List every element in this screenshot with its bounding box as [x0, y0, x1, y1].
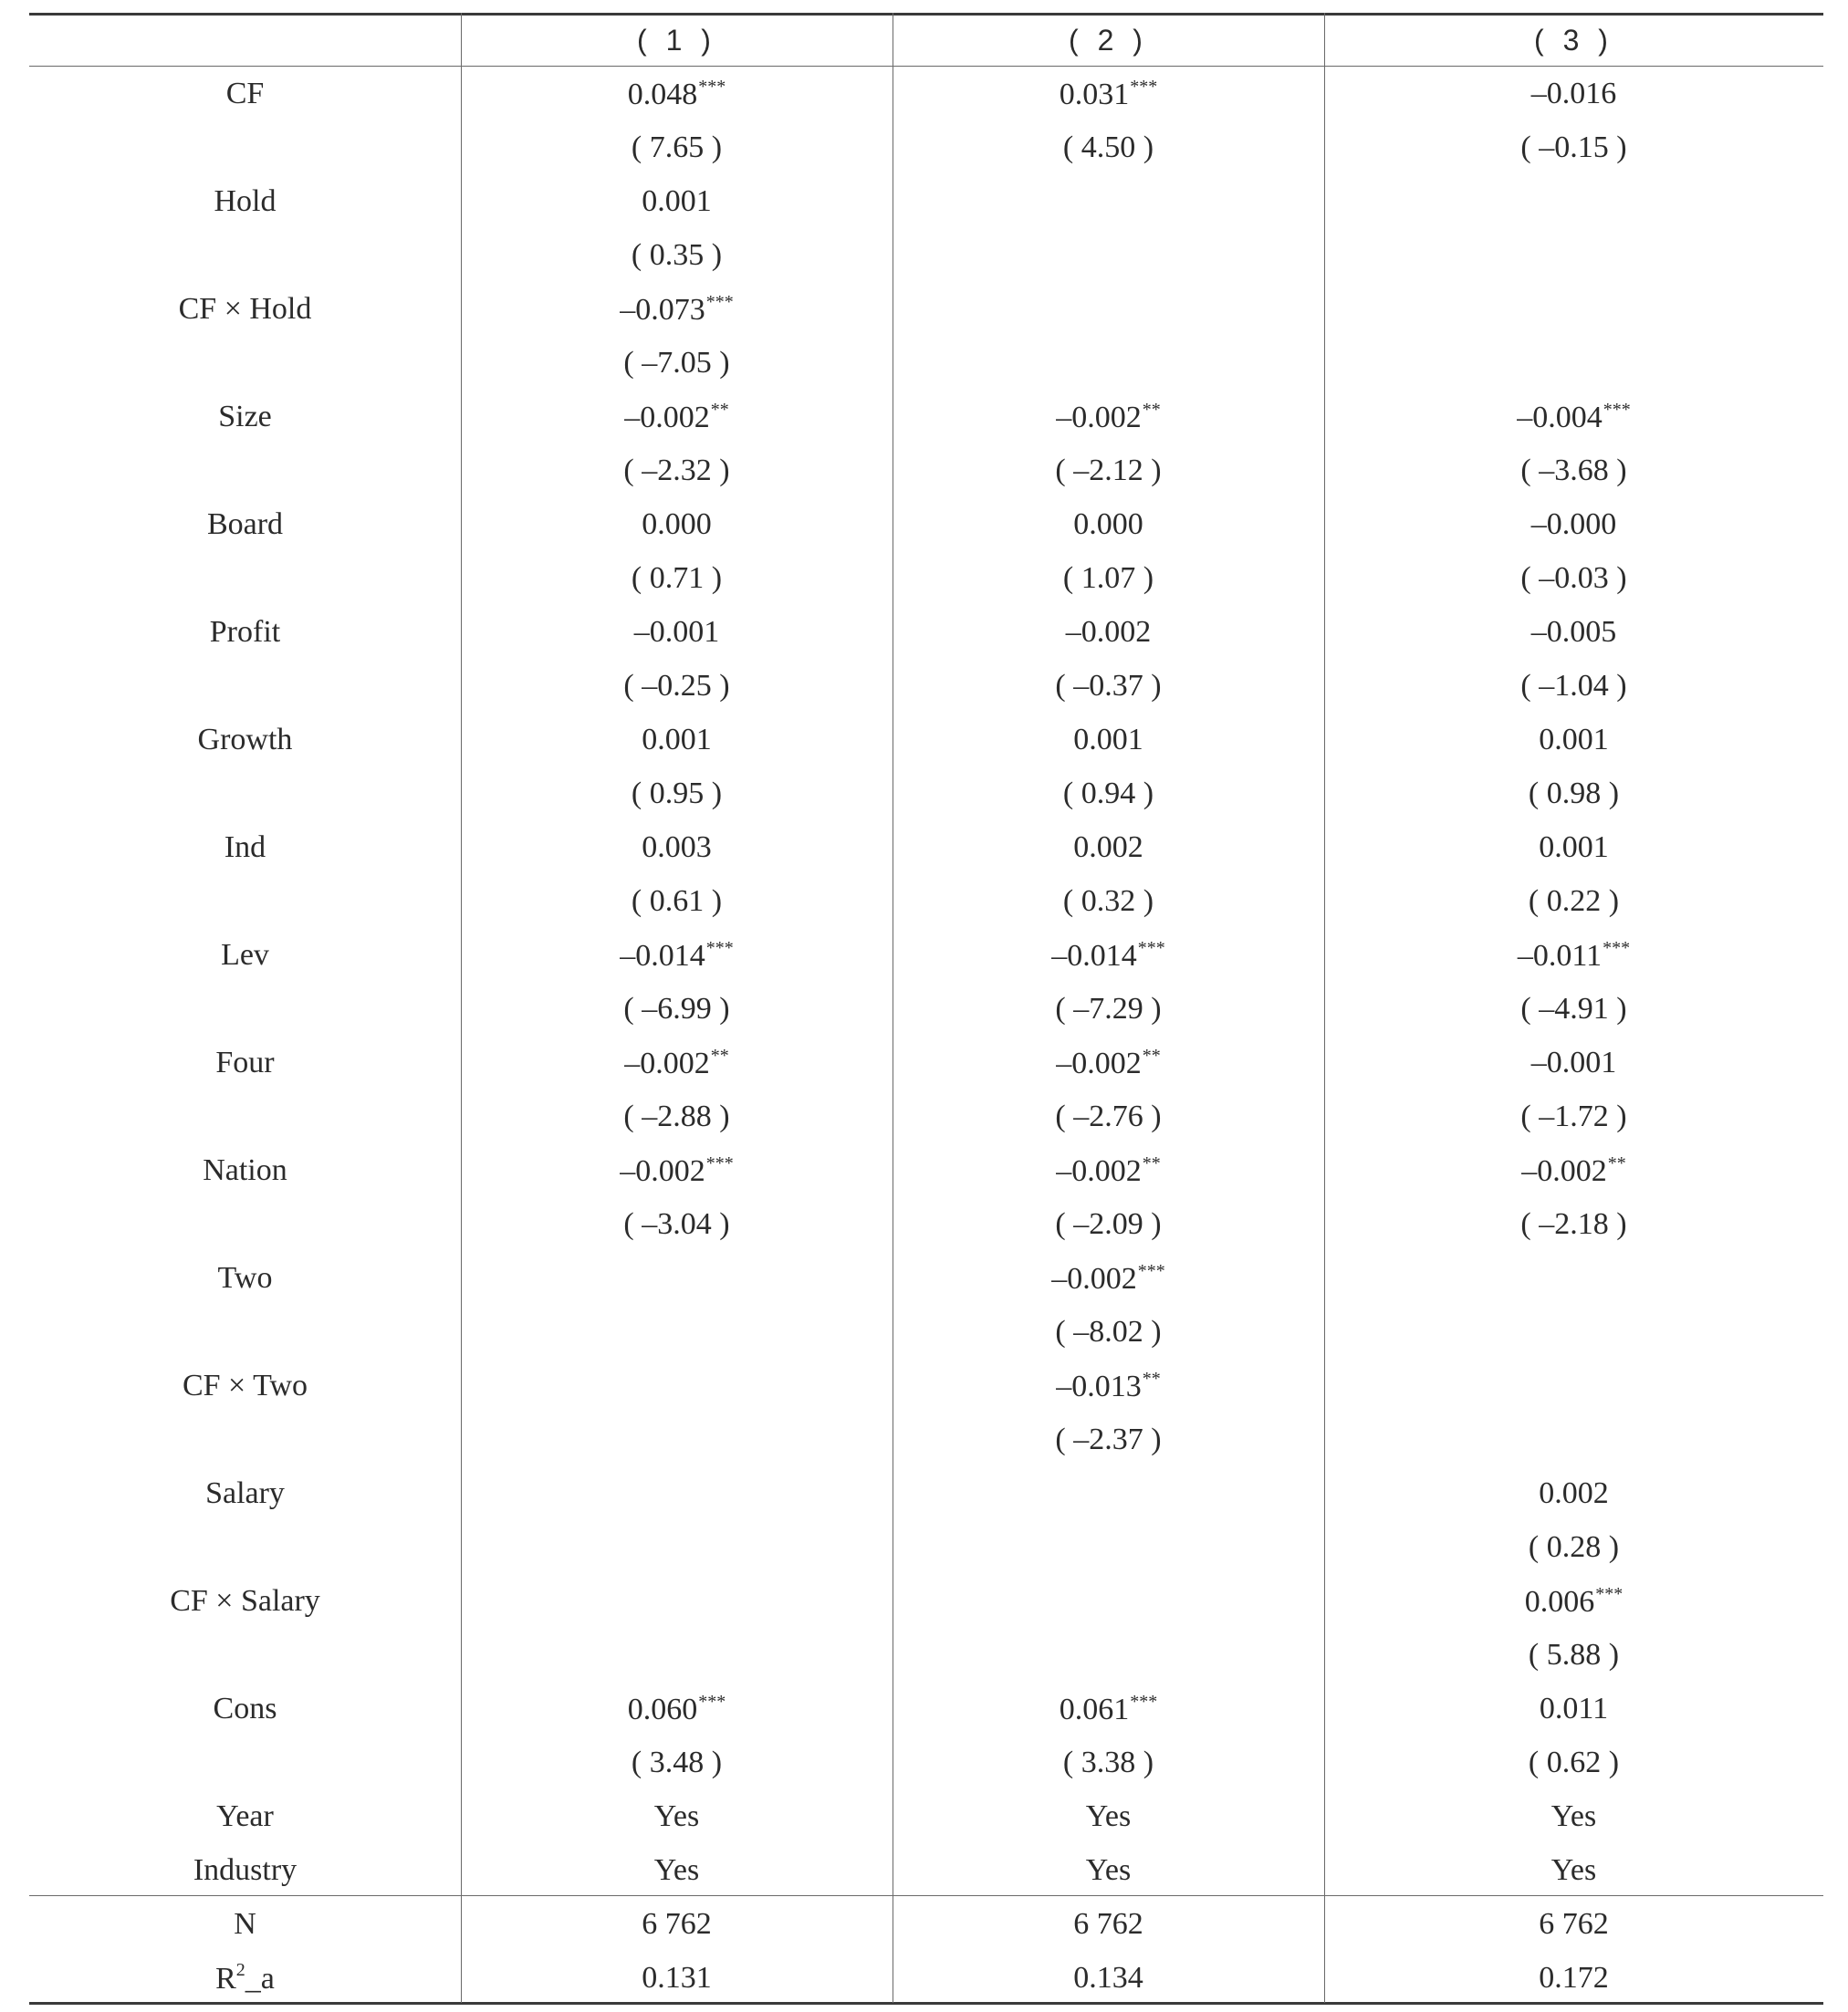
- table-cell: [893, 174, 1324, 228]
- cell-value: 0.001: [1073, 722, 1143, 756]
- cell-value: –0.002: [1056, 1153, 1142, 1188]
- cell-value: 0.001: [642, 183, 712, 218]
- table-cell: [893, 659, 1324, 713]
- cell-value: –0.002: [1056, 400, 1142, 434]
- variable-label: CF × Hold: [178, 291, 312, 326]
- significance-stars: ***: [1137, 937, 1165, 958]
- cell-value: ( 3.38 ): [1062, 1745, 1154, 1779]
- coefficient-row: [29, 713, 1823, 766]
- cell-value: ( –6.99 ): [623, 991, 730, 1026]
- table-cell: [893, 1628, 1324, 1682]
- variable-label: [29, 659, 461, 713]
- significance-stars: **: [1142, 1368, 1161, 1389]
- stats-cell: 0.131: [642, 1960, 712, 1995]
- column-divider-1: [461, 13, 462, 2003]
- table-cell: [461, 1143, 893, 1197]
- table-cell: [461, 174, 893, 228]
- cell-value: –0.073: [620, 292, 705, 327]
- variable-label: [29, 228, 461, 282]
- variable-label: [29, 551, 461, 605]
- t-stat-row: [29, 1413, 1823, 1466]
- significance-stars: ***: [1130, 76, 1158, 97]
- table-cell: [1324, 1574, 1823, 1628]
- t-stat-row: [29, 443, 1823, 497]
- table-cell: [1324, 1036, 1823, 1089]
- table-cell: [1324, 1305, 1823, 1359]
- table-cell: [1324, 1789, 1823, 1843]
- significance-stars: ***: [1595, 1583, 1624, 1604]
- stats-label-main: R: [215, 1962, 236, 1996]
- significance-stars: **: [710, 1045, 729, 1066]
- table-cell: [893, 928, 1324, 982]
- table-cell: [1324, 605, 1823, 659]
- significance-stars: ***: [1603, 399, 1631, 420]
- stats-separator-rule: [29, 1895, 1823, 1896]
- variable-label: [29, 120, 461, 174]
- cell-value: ( –3.68 ): [1520, 453, 1627, 487]
- cell-value: –0.000: [1530, 506, 1617, 541]
- table-cell: [1324, 1466, 1823, 1520]
- coefficient-row: [29, 1251, 1823, 1305]
- table-cell: [893, 443, 1324, 497]
- table-cell: [893, 820, 1324, 874]
- cell-value: Yes: [653, 1852, 700, 1887]
- variable-label: Year: [216, 1798, 274, 1833]
- table-cell: [893, 1574, 1324, 1628]
- table-cell: [461, 713, 893, 766]
- table-top-rule: [29, 13, 1823, 16]
- regression-table-frame: [29, 13, 1823, 2005]
- variable-label: Two: [217, 1260, 273, 1295]
- cell-value: –0.004: [1517, 400, 1603, 434]
- cell-value: –0.005: [1530, 614, 1617, 649]
- stats-cell: 6 762: [642, 1906, 712, 1941]
- table-cell: [1324, 713, 1823, 766]
- table-cell: [1324, 1628, 1823, 1682]
- table-cell: [461, 659, 893, 713]
- table-cell: [893, 1520, 1324, 1574]
- significance-stars: **: [1607, 1152, 1626, 1173]
- variable-label: [29, 1736, 461, 1789]
- cell-value: Yes: [1550, 1852, 1597, 1887]
- column-header: ( 2 ): [1069, 23, 1148, 57]
- table-cell: [1324, 982, 1823, 1036]
- cell-value: ( –8.02 ): [1055, 1314, 1162, 1349]
- cell-value: 0.002: [1073, 829, 1143, 864]
- cell-value: ( –0.15 ): [1520, 130, 1627, 164]
- table-cell: [1324, 174, 1823, 228]
- table-cell: [1324, 497, 1823, 551]
- table-cell: [461, 282, 893, 336]
- variable-label: Growth: [197, 722, 293, 756]
- table-cell: [893, 1413, 1324, 1466]
- cell-value: Yes: [653, 1798, 700, 1833]
- table-cell: [893, 1143, 1324, 1197]
- table-cell: [461, 874, 893, 928]
- variable-label: [29, 443, 461, 497]
- stats-row: [29, 1897, 1823, 1951]
- table-cell: [1324, 1413, 1823, 1466]
- t-stat-row: [29, 874, 1823, 928]
- table-cell: [461, 1359, 893, 1413]
- table-cell: [1324, 1843, 1823, 1897]
- cell-value: ( 7.65 ): [631, 130, 723, 164]
- cell-value: –0.011: [1517, 938, 1603, 973]
- table-cell: [1324, 228, 1823, 282]
- table-cell: [893, 1305, 1324, 1359]
- cell-value: ( –7.29 ): [1055, 991, 1162, 1026]
- cell-value: ( 0.94 ): [1062, 776, 1154, 810]
- table-cell: [893, 497, 1324, 551]
- cell-value: ( 0.28 ): [1528, 1529, 1620, 1564]
- variable-label: Cons: [213, 1691, 277, 1725]
- t-stat-row: [29, 1305, 1823, 1359]
- table-cell: [893, 766, 1324, 820]
- table-cell: [461, 1628, 893, 1682]
- coefficient-row: [29, 1359, 1823, 1413]
- table-cell: [1324, 443, 1823, 497]
- table-cell: [461, 336, 893, 390]
- stats-cell: 6 762: [1539, 1906, 1609, 1941]
- coefficient-row: [29, 1574, 1823, 1628]
- cell-value: ( –3.04 ): [623, 1206, 730, 1241]
- t-stat-row: [29, 1089, 1823, 1143]
- cell-value: –0.002: [1521, 1153, 1607, 1188]
- significance-stars: **: [1142, 1152, 1161, 1173]
- table-cell: [893, 1089, 1324, 1143]
- t-stat-row: [29, 228, 1823, 282]
- table-cell: [461, 1843, 893, 1897]
- cell-value: –0.016: [1530, 76, 1617, 110]
- cell-value: 0.002: [1539, 1475, 1609, 1510]
- table-cell: [461, 1466, 893, 1520]
- cell-value: ( –1.04 ): [1520, 668, 1627, 703]
- variable-label: Hold: [214, 183, 277, 218]
- significance-stars: ***: [698, 1691, 726, 1712]
- variable-label: [29, 1305, 461, 1359]
- significance-stars: ***: [1137, 1260, 1165, 1281]
- coefficient-row: [29, 1682, 1823, 1736]
- table-cell: [1324, 282, 1823, 336]
- cell-value: –0.001: [1530, 1045, 1617, 1079]
- significance-stars: ***: [1130, 1691, 1158, 1712]
- cell-value: 0.000: [642, 506, 712, 541]
- variable-label: [29, 874, 461, 928]
- table-cell: [893, 1359, 1324, 1413]
- table-cell: [461, 1789, 893, 1843]
- table-cell: [1324, 1089, 1823, 1143]
- table-cell: [461, 820, 893, 874]
- variable-label: [29, 1197, 461, 1251]
- t-stat-row: [29, 982, 1823, 1036]
- table-cell: [893, 1251, 1324, 1305]
- table-cell: [893, 1466, 1324, 1520]
- table-cell: [461, 67, 893, 120]
- stats-cell: 0.172: [1539, 1960, 1609, 1995]
- cell-value: ( 3.48 ): [631, 1745, 723, 1779]
- stats-label: [29, 1897, 461, 1951]
- table-cell: [1324, 820, 1823, 874]
- variable-label: [29, 1520, 461, 1574]
- cell-value: –0.002: [1065, 614, 1152, 649]
- cell-value: –0.002: [624, 400, 710, 434]
- significance-stars: ***: [705, 1152, 734, 1173]
- cell-value: ( –0.25 ): [623, 668, 730, 703]
- table-cell: [461, 228, 893, 282]
- cell-value: –0.002: [1056, 1046, 1142, 1080]
- cell-value: ( 5.88 ): [1528, 1637, 1620, 1672]
- table-cell: [1324, 1736, 1823, 1789]
- variable-label: Ind: [224, 829, 266, 864]
- table-bottom-rule: [29, 2002, 1823, 2005]
- variable-label: [29, 1628, 461, 1682]
- cell-value: Yes: [1550, 1798, 1597, 1833]
- cell-value: ( 0.22 ): [1528, 883, 1620, 918]
- table-cell: [893, 1843, 1324, 1897]
- table-cell: [893, 336, 1324, 390]
- cell-value: –0.002: [624, 1046, 710, 1080]
- cell-value: ( 0.95 ): [631, 776, 723, 810]
- table-cell: [461, 497, 893, 551]
- cell-value: 0.003: [642, 829, 712, 864]
- stats-label-superscript: 2: [235, 1960, 245, 1980]
- cell-value: –0.001: [633, 614, 720, 649]
- column-divider-3: [1324, 13, 1325, 2003]
- cell-value: ( –2.76 ): [1055, 1099, 1162, 1133]
- t-stat-row: [29, 551, 1823, 605]
- table-cell: [893, 1736, 1324, 1789]
- significance-stars: ***: [1603, 937, 1631, 958]
- coefficient-row: [29, 1466, 1823, 1520]
- table-cell: [461, 1197, 893, 1251]
- table-cell: [461, 390, 893, 443]
- cell-value: Yes: [1085, 1852, 1132, 1887]
- cell-value: ( –2.37 ): [1055, 1422, 1162, 1456]
- significance-stars: **: [1142, 1045, 1161, 1066]
- table-cell: [893, 228, 1324, 282]
- cell-value: ( 0.98 ): [1528, 776, 1620, 810]
- header-bottom-rule: [29, 66, 1823, 67]
- cell-value: ( 0.71 ): [631, 560, 723, 595]
- header-cell-blank: [29, 13, 461, 67]
- table-cell: [461, 928, 893, 982]
- variable-label: Nation: [203, 1152, 287, 1187]
- significance-stars: ***: [705, 937, 734, 958]
- cell-value: ( –1.72 ): [1520, 1099, 1627, 1133]
- table-cell: [1324, 766, 1823, 820]
- table-cell: [893, 1789, 1324, 1843]
- cell-value: 0.001: [1539, 722, 1609, 756]
- coefficient-row: [29, 497, 1823, 551]
- table-cell: [461, 1251, 893, 1305]
- coefficient-row: [29, 1789, 1823, 1843]
- coefficient-row: [29, 1843, 1823, 1897]
- table-cell: [893, 390, 1324, 443]
- cell-value: ( 0.32 ): [1062, 883, 1154, 918]
- cell-value: 0.000: [1073, 506, 1143, 541]
- table-cell: [1324, 1520, 1823, 1574]
- variable-label: Profit: [209, 614, 281, 649]
- table-cell: [461, 443, 893, 497]
- cell-value: ( –2.09 ): [1055, 1206, 1162, 1241]
- table-cell: [461, 1682, 893, 1736]
- significance-stars: **: [1142, 399, 1161, 420]
- table-cell: [1324, 874, 1823, 928]
- coefficient-row: [29, 282, 1823, 336]
- table-cell: [1324, 390, 1823, 443]
- cell-value: 0.031: [1059, 77, 1130, 111]
- table-cell: [461, 982, 893, 1036]
- t-stat-row: [29, 659, 1823, 713]
- t-stat-row: [29, 1628, 1823, 1682]
- coefficient-row: [29, 820, 1823, 874]
- stats-label: [29, 1951, 461, 2005]
- table-cell: [893, 282, 1324, 336]
- table-cell: [1324, 1197, 1823, 1251]
- variable-label: [29, 336, 461, 390]
- cell-value: –0.014: [620, 938, 705, 973]
- stats-row: [29, 1951, 1823, 2005]
- variable-label: Industry: [193, 1852, 298, 1887]
- table-cell: [893, 120, 1324, 174]
- cell-value: 0.061: [1059, 1692, 1130, 1726]
- stats-cell: 6 762: [1073, 1906, 1143, 1941]
- cell-value: ( 4.50 ): [1062, 130, 1154, 164]
- variable-label: CF × Salary: [170, 1583, 320, 1618]
- table-cell: [461, 1413, 893, 1466]
- t-stat-row: [29, 336, 1823, 390]
- table-cell: [1324, 928, 1823, 982]
- cell-value: ( –2.12 ): [1055, 453, 1162, 487]
- variable-label: CF × Two: [182, 1368, 308, 1402]
- cell-value: ( 0.35 ): [631, 237, 723, 272]
- table-cell: [1324, 551, 1823, 605]
- stats-label-tail: _a: [245, 1962, 275, 1996]
- table-cell: [1324, 1359, 1823, 1413]
- table-cell: [893, 874, 1324, 928]
- significance-stars: ***: [698, 76, 726, 97]
- table-cell: [1324, 1251, 1823, 1305]
- cell-value: ( –0.37 ): [1055, 668, 1162, 703]
- variable-label: Four: [215, 1045, 275, 1079]
- cell-value: ( –0.03 ): [1520, 560, 1627, 595]
- variable-label: Salary: [205, 1475, 285, 1510]
- cell-value: 0.060: [627, 1692, 698, 1726]
- table-cell: [1324, 67, 1823, 120]
- table-cell: [893, 551, 1324, 605]
- coefficient-row: [29, 174, 1823, 228]
- column-header: ( 3 ): [1534, 23, 1613, 57]
- stats-cell: 0.134: [1073, 1960, 1143, 1995]
- variable-label: [29, 1089, 461, 1143]
- significance-stars: ***: [705, 291, 734, 312]
- variable-label: [29, 766, 461, 820]
- t-stat-row: [29, 1520, 1823, 1574]
- cell-value: ( –2.18 ): [1520, 1206, 1627, 1241]
- header-row: [29, 13, 1823, 67]
- variable-label: [29, 1413, 461, 1466]
- table-cell: [461, 120, 893, 174]
- coefficient-row: [29, 605, 1823, 659]
- cell-value: ( 0.62 ): [1528, 1745, 1620, 1779]
- variable-label: Board: [206, 506, 284, 541]
- cell-value: 0.011: [1539, 1691, 1609, 1725]
- variable-label: [29, 982, 461, 1036]
- table-cell: [893, 1036, 1324, 1089]
- table-cell: [461, 1574, 893, 1628]
- cell-value: 0.006: [1524, 1584, 1595, 1619]
- table-cell: [461, 1089, 893, 1143]
- table-cell: [1324, 1682, 1823, 1736]
- cell-value: ( –4.91 ): [1520, 991, 1627, 1026]
- cell-value: ( –2.32 ): [623, 453, 730, 487]
- column-header: ( 1 ): [637, 23, 716, 57]
- variable-label: Size: [218, 399, 272, 433]
- table-cell: [461, 605, 893, 659]
- table-cell: [893, 605, 1324, 659]
- stats-label-main: N: [234, 1906, 256, 1941]
- table-cell: [461, 1036, 893, 1089]
- cell-value: –0.013: [1056, 1369, 1142, 1403]
- t-stat-row: [29, 1736, 1823, 1789]
- cell-value: ( –2.88 ): [623, 1099, 730, 1133]
- table-cell: [1324, 336, 1823, 390]
- table-cell: [461, 1736, 893, 1789]
- coefficient-row: [29, 390, 1823, 443]
- table-cell: [893, 67, 1324, 120]
- cell-value: 0.001: [642, 722, 712, 756]
- table-cell: [461, 1520, 893, 1574]
- coefficient-row: [29, 1143, 1823, 1197]
- table-cell: [893, 1197, 1324, 1251]
- coefficient-row: [29, 928, 1823, 982]
- table-cell: [1324, 659, 1823, 713]
- table-cell: [461, 766, 893, 820]
- table-cell: [461, 551, 893, 605]
- cell-value: –0.002: [1051, 1261, 1137, 1296]
- table-cell: [1324, 120, 1823, 174]
- regression-table: [29, 13, 1823, 2005]
- cell-value: 0.001: [1539, 829, 1609, 864]
- table-cell: [1324, 1143, 1823, 1197]
- table-cell: [893, 713, 1324, 766]
- table-cell: [893, 1682, 1324, 1736]
- t-stat-row: [29, 766, 1823, 820]
- cell-value: ( 0.61 ): [631, 883, 723, 918]
- table-cell: [461, 1305, 893, 1359]
- cell-value: 0.048: [627, 77, 698, 111]
- variable-label: CF: [225, 76, 265, 110]
- cell-value: –0.002: [620, 1153, 705, 1188]
- cell-value: ( –7.05 ): [623, 345, 730, 380]
- coefficient-row: [29, 1036, 1823, 1089]
- coefficient-row: [29, 67, 1823, 120]
- significance-stars: **: [710, 399, 729, 420]
- table-cell: [893, 982, 1324, 1036]
- t-stat-row: [29, 120, 1823, 174]
- t-stat-row: [29, 1197, 1823, 1251]
- cell-value: Yes: [1085, 1798, 1132, 1833]
- variable-label: Lev: [221, 937, 269, 972]
- cell-value: ( 1.07 ): [1062, 560, 1154, 595]
- cell-value: –0.014: [1051, 938, 1137, 973]
